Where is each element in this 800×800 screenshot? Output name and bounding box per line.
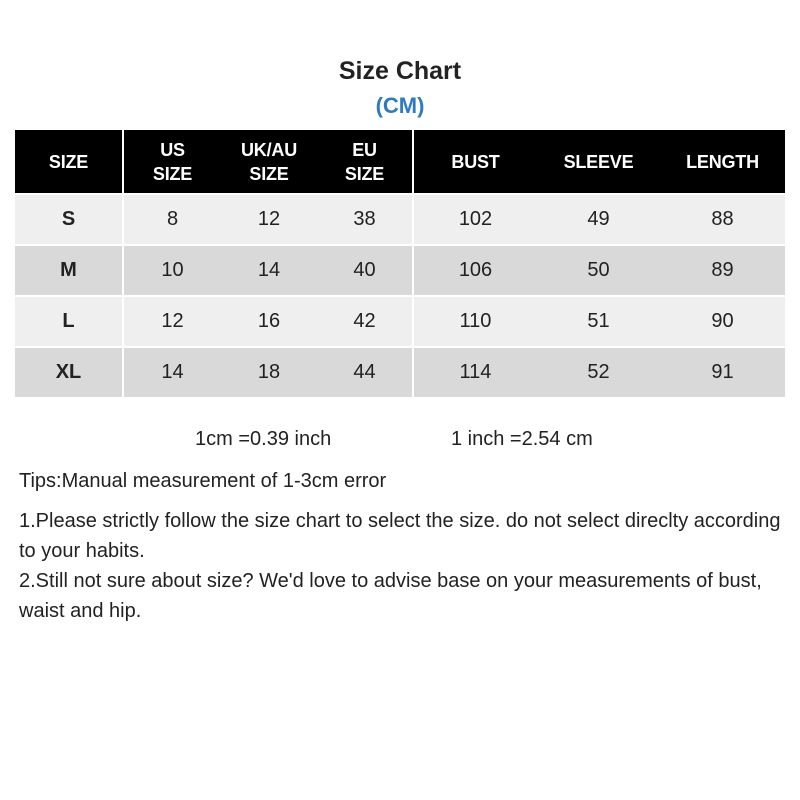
header-size-line1: SIZE <box>48 151 89 172</box>
header-length-line1: LENGTH <box>686 151 759 172</box>
header-eu-size <box>317 130 413 194</box>
bust-cell: 106 <box>413 245 537 296</box>
length-cell: 89 <box>660 245 785 296</box>
header-eu-line1: EU <box>352 139 377 160</box>
header-sleeve <box>537 130 660 194</box>
unit-label: (CM) <box>375 93 425 118</box>
sleeve-cell: 49 <box>537 194 660 245</box>
size-table <box>15 130 785 397</box>
header-bust <box>413 130 537 194</box>
table-row <box>15 296 785 347</box>
size-cell: M <box>15 245 123 296</box>
size-cell: S <box>15 194 123 245</box>
inch-to-cm-conversion: 1 inch =2.54 cm <box>451 428 593 450</box>
header-uk-au-line1: UK/AU <box>241 139 297 160</box>
length-cell: 90 <box>660 296 785 347</box>
bust-cell: 102 <box>413 194 537 245</box>
header-bust-line1: BUST <box>451 151 500 172</box>
eu-size-cell: 38 <box>317 194 413 245</box>
header-size <box>15 130 123 194</box>
us-size-cell: 12 <box>123 296 221 347</box>
sleeve-cell: 52 <box>537 347 660 397</box>
uk-au-size-cell: 16 <box>221 296 317 347</box>
header-length <box>660 130 785 194</box>
us-size-cell: 14 <box>123 347 221 397</box>
size-cell: L <box>15 296 123 347</box>
measurement-tip: Tips:Manual measurement of 1-3cm error <box>19 470 387 492</box>
note-item: 2.Still not sure about size? We'd love to advise base on your measurements of bust, waist and hip. <box>19 570 762 622</box>
eu-size-cell: 44 <box>317 347 413 397</box>
header-uk-au-line2: SIZE <box>249 163 289 184</box>
table-row <box>15 245 785 296</box>
header-us-size <box>123 130 221 194</box>
size-chart-title: Size Chart <box>338 57 462 85</box>
us-size-cell: 8 <box>123 194 221 245</box>
eu-size-cell: 42 <box>317 296 413 347</box>
table-row <box>15 194 785 245</box>
header-sleeve-line1: SLEEVE <box>563 151 634 172</box>
cm-to-inch-conversion: 1cm =0.39 inch <box>195 428 332 450</box>
size-cell: XL <box>15 347 123 397</box>
length-cell: 88 <box>660 194 785 245</box>
bust-cell: 110 <box>413 296 537 347</box>
bust-cell: 114 <box>413 347 537 397</box>
uk-au-size-cell: 12 <box>221 194 317 245</box>
header-us-line1: US <box>160 139 185 160</box>
uk-au-size-cell: 14 <box>221 245 317 296</box>
eu-size-cell: 40 <box>317 245 413 296</box>
table-header-row <box>15 130 785 194</box>
length-cell: 91 <box>660 347 785 397</box>
header-uk-au-size <box>221 130 317 194</box>
us-size-cell: 10 <box>123 245 221 296</box>
header-us-line2: SIZE <box>152 163 193 184</box>
sleeve-cell: 51 <box>537 296 660 347</box>
table-row <box>15 347 785 397</box>
uk-au-size-cell: 18 <box>221 347 317 397</box>
sleeve-cell: 50 <box>537 245 660 296</box>
note-item: 1.Please strictly follow the size chart to select the size. do not select direclty according to your habits. <box>19 510 781 562</box>
header-eu-line2: SIZE <box>344 163 385 184</box>
